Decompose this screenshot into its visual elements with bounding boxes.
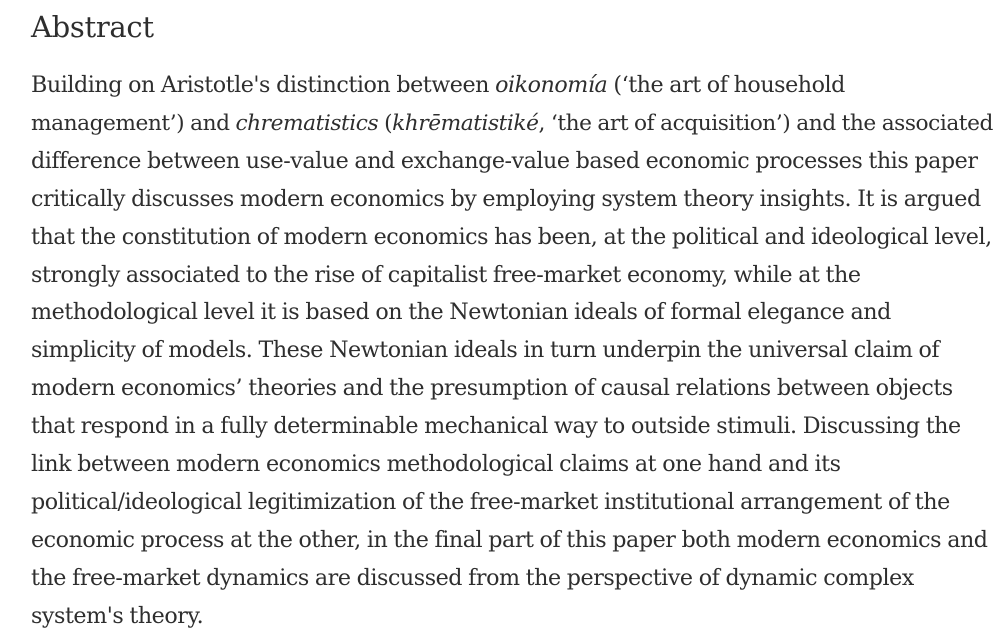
abstract-text: economic process at the other, in the final part of this paper both modern economics and (31, 526, 988, 553)
abstract-line (31, 598, 991, 636)
abstract-text: methodological level it is based on the Newtonian ideals of formal elegance and (31, 299, 891, 326)
abstract-text: modern economics’ theories and the presumption of causal relations between objects (31, 375, 953, 402)
abstract-text: simplicity of models. These Newtonian ideals in turn underpin the universal claim of (31, 337, 940, 364)
abstract-text: strongly associated to the rise of capitalist free-market economy, while at the (31, 261, 861, 288)
abstract-text: (‘the art of household (607, 72, 845, 98)
abstract-body (31, 67, 991, 636)
abstract-italic-term: oikonomía (495, 72, 608, 98)
abstract-text: Building on Aristotle's distinction between (31, 72, 496, 98)
abstract-text: political/ideological legitimization of the free-market institutional arrangement of the (31, 488, 950, 515)
abstract-line (31, 370, 991, 408)
abstract-line (31, 408, 991, 446)
abstract-text: critically discusses modern economics by employing system theory insights. It is argued (31, 185, 981, 212)
abstract-section (31, 8, 991, 636)
abstract-line (31, 219, 991, 257)
abstract-line (31, 446, 991, 484)
abstract-line (31, 143, 991, 181)
abstract-text: the free-market dynamics are discussed from the perspective of dynamic complex (31, 564, 914, 591)
abstract-line (31, 294, 991, 332)
abstract-line (31, 105, 991, 143)
abstract-line (31, 67, 991, 105)
abstract-line (31, 332, 991, 370)
abstract-text: that respond in a fully determinable mechanical way to outside stimuli. Discussing the (31, 413, 961, 440)
abstract-line (31, 484, 991, 522)
abstract-heading: Abstract (31, 10, 154, 44)
abstract-text: system's theory. (31, 602, 204, 629)
abstract-italic-term: khrēmatistiké (392, 110, 539, 136)
abstract-line (31, 560, 991, 598)
abstract-text: , ‘the art of acquisition’) and the associated (538, 110, 993, 136)
abstract-text: difference between use-value and exchange-value based economic processes this paper (31, 147, 978, 174)
abstract-line (31, 257, 991, 295)
abstract-line (31, 181, 991, 219)
abstract-line (31, 522, 991, 560)
abstract-italic-term: chrematistics (235, 110, 379, 136)
abstract-text: link between modern economics methodological claims at one hand and its (31, 451, 841, 478)
abstract-text: that the constitution of modern economics has been, at the political and ideological level, (31, 223, 992, 250)
abstract-text: management’) and (31, 110, 236, 136)
abstract-text: ( (378, 110, 393, 136)
